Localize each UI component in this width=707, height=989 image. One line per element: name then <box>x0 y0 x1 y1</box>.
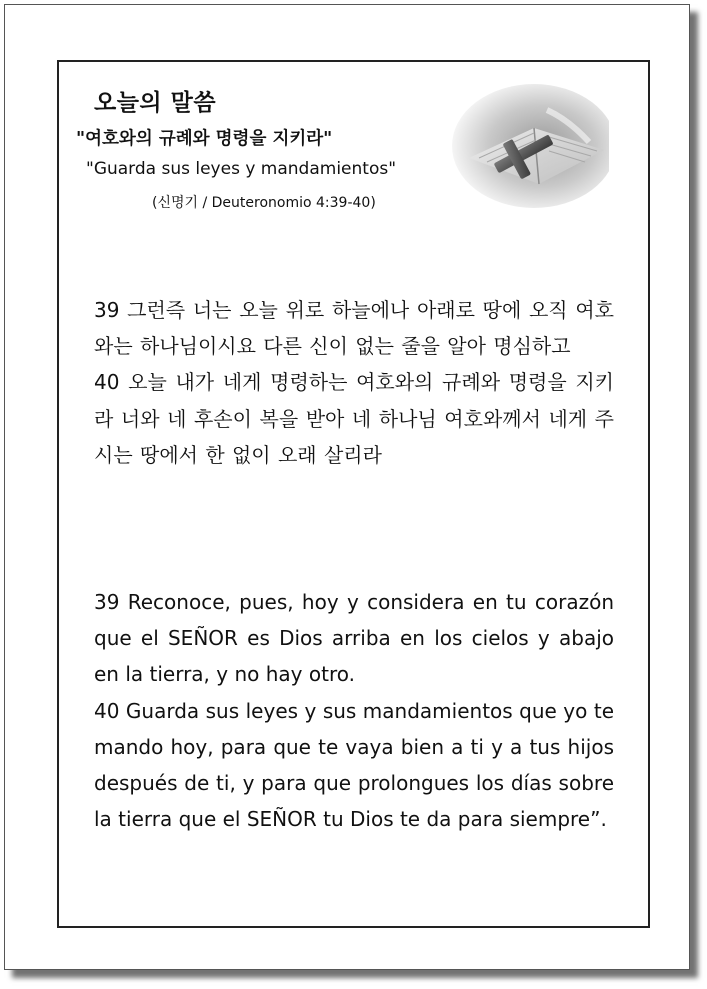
page-sheet <box>4 4 690 970</box>
scripture-reference: (신명기 / Deuteronomio 4:39-40) <box>152 195 376 211</box>
subtitle-korean: "여호와의 규례와 명령을 지키라" <box>76 129 333 149</box>
spanish-passage <box>94 584 614 837</box>
korean-passage <box>94 292 614 473</box>
page-title: 오늘의 말씀 <box>94 90 217 116</box>
korean-verse-39: 39 그런즉 너는 오늘 위로 하늘에나 아래로 땅에 오직 여호와는 하나님이시요 다른 신이 없는 줄을 알아 명심하고 <box>94 298 614 359</box>
subtitle-spanish: "Guarda sus leyes y mandamientos" <box>86 159 397 179</box>
spanish-verse-40: 40 Guarda sus leyes y sus mandamientos que yo te mando hoy, para que te vaya bien a ti y a tus hijos después de ti, y para que prolongues los días sobre la tierra que el SEÑOR tu Dios te da para siempre”. <box>94 698 614 832</box>
content-frame <box>57 60 650 928</box>
korean-verse-40: 40 오늘 내가 네게 명령하는 여호와의 규례와 명령을 지키라 너와 네 후손이 복을 받아 네 하나님 여호와께서 네게 주시는 땅에서 한 없이 오래 살리라 <box>94 370 614 467</box>
spanish-verse-39: 39 Reconoce, pues, hoy y considera en tu corazón que el SEÑOR es Dios arriba en los cielos y abajo en la tierra, y no hay otro. <box>94 590 614 687</box>
bible-with-cross-icon <box>439 80 609 210</box>
